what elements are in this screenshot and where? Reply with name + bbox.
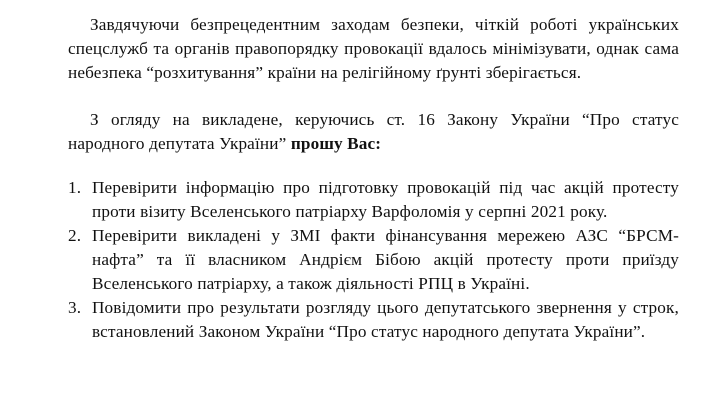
- request-item-2: [68, 224, 679, 296]
- document-body: [68, 13, 679, 344]
- request-intro-text: З огляду на викладене, керуючись ст. 16 Закону України “Про статус народного депутата України”: [68, 110, 679, 153]
- request-item-text: Перевірити інформацію про підготовку провокацій під час акцій протесту проти візиту Вселенського патріарху Варфоломія у серпні 2021 року.: [92, 178, 679, 221]
- request-item-number: 2.: [68, 226, 82, 245]
- request-emphasis: прошу Вас:: [290, 134, 382, 153]
- paragraph-request-intro: [68, 108, 679, 156]
- request-item-3: [68, 296, 679, 344]
- request-item-text: Перевірити викладені у ЗМІ факти фінансування мережею АЗС “БРСМ-нафта” та її власником Андрієм Бібою акцій протесту проти приїзду Вселенського патріарху, а також діяльності РПЦ в Україні.: [92, 226, 679, 293]
- request-item-1: [68, 176, 679, 224]
- request-item-number: 1.: [68, 178, 82, 197]
- request-item-text: Повідомити про результати розгляду цього депутатського звернення у строк, встановлений Законом України “Про статус народного депутата України”.: [92, 298, 679, 341]
- request-item-number: 3.: [68, 298, 82, 317]
- paragraph-security-measures: Завдячуючи безпрецедентним заходам безпеки, чіткій роботі українських спецслужб та органів правопорядку провокації вдалось мінімізувати, однак сама небезпека “розхитування” країни на релігійному ґрунті зберігається.: [68, 15, 679, 82]
- request-list: [68, 176, 679, 344]
